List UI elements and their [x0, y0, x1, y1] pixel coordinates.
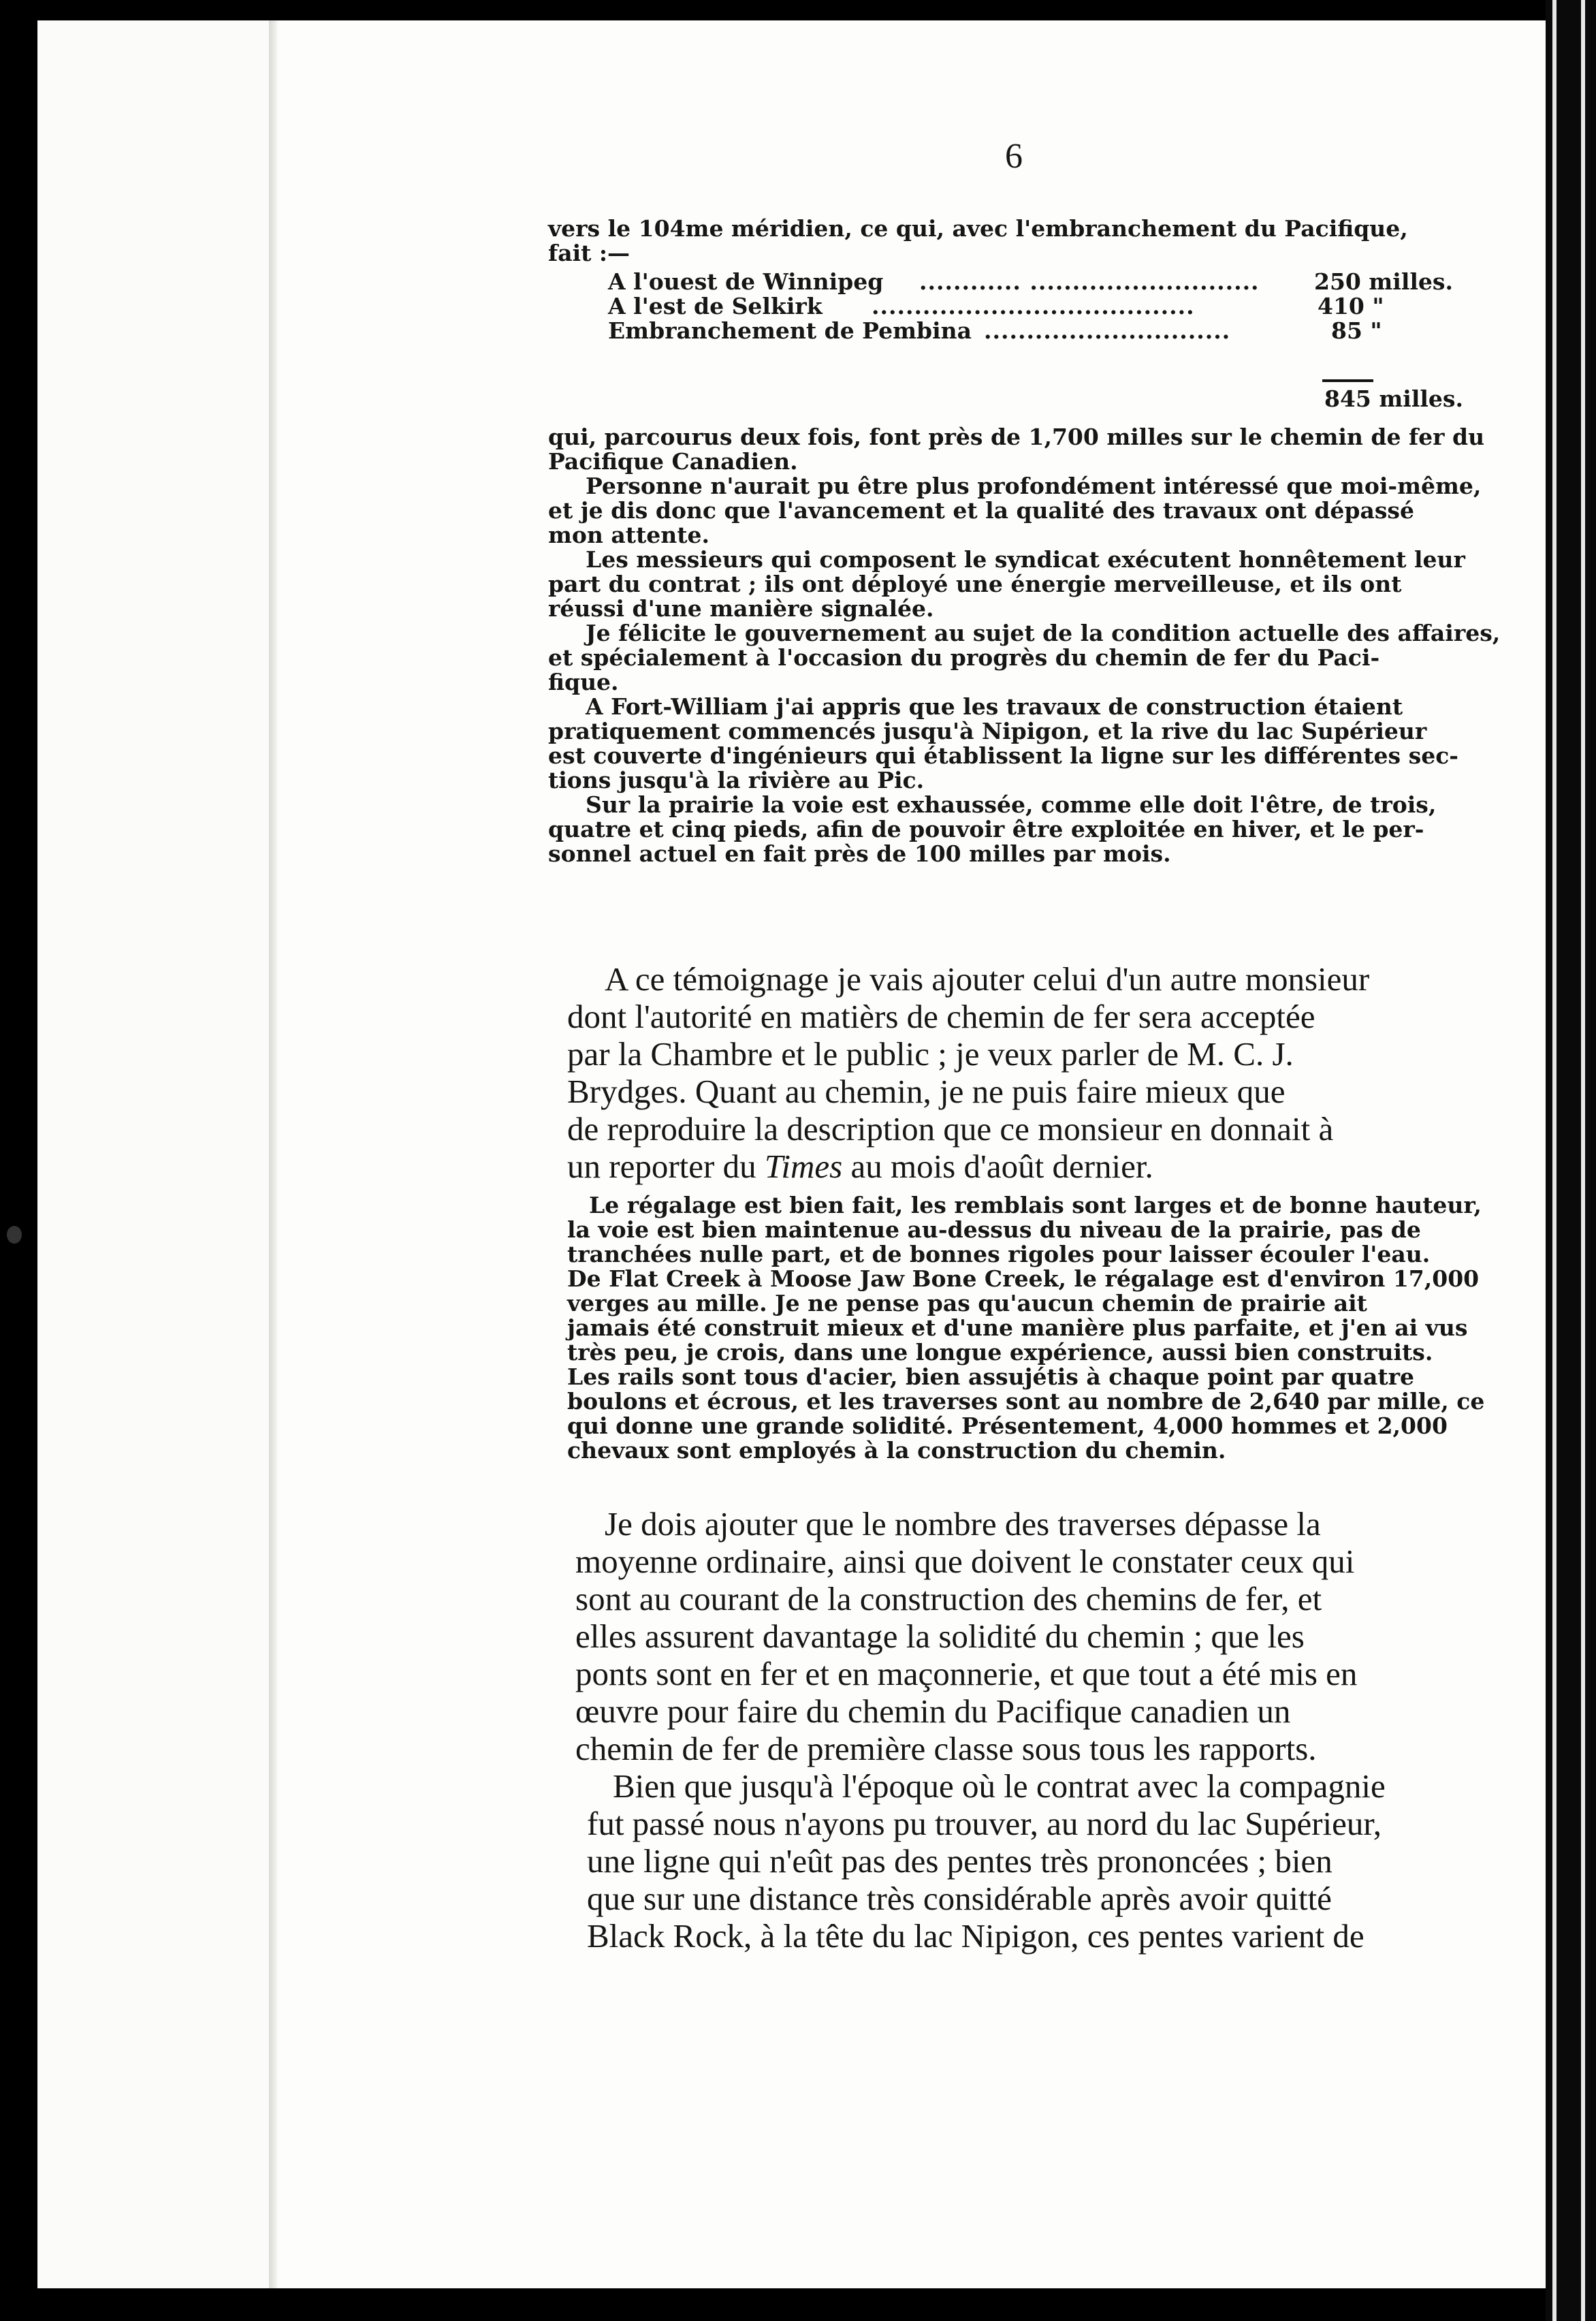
scan-border-right — [1546, 0, 1596, 2321]
intro-line: fait :— — [548, 240, 631, 266]
distance-label: A l'est de Selkirk — [608, 293, 823, 319]
distance-leader-dots: ...................................... — [872, 293, 1195, 319]
text-line: un reporter du Times au mois d'août dernier. — [567, 1148, 1153, 1185]
scan-edge-line — [1552, 0, 1557, 2321]
distance-value: 250 milles. — [1314, 268, 1453, 295]
text-line: part du contrat ; ils ont déployé une énergie merveilleuse, et ils ont — [548, 571, 1402, 597]
text-line: Sur la prairie la voie est exhaussée, comme elle doit l'être, de trois, — [586, 791, 1437, 818]
text-line: est couverte d'ingénieurs qui établissent la ligne sur les différentes sec- — [548, 742, 1458, 769]
text-line: mon attente. — [548, 522, 709, 548]
text-line: réussi d'une manière signalée. — [548, 595, 934, 622]
total-rule — [1322, 379, 1373, 382]
sheet-edge-shadow — [269, 20, 277, 2288]
text-line: Bien que jusqu'à l'époque où le contrat avec la compagnie — [613, 1767, 1386, 1805]
text-line: la voie est bien maintenue au-dessus du niveau de la prairie, pas de — [567, 1216, 1421, 1243]
text-line: Je dois ajouter que le nombre des traverses dépasse la — [605, 1505, 1321, 1543]
distance-value: 410 " — [1318, 293, 1384, 319]
text-line: chevaux sont employés à la construction du chemin. — [567, 1437, 1226, 1464]
text-line: de reproduire la description que ce monsieur en donnait à — [567, 1110, 1334, 1148]
text-line: fique. — [548, 669, 619, 695]
distance-total: 845 milles. — [1324, 385, 1463, 412]
intro-line: vers le 104me méridien, ce qui, avec l'embranchement du Pacifique, — [548, 215, 1408, 242]
text-line: verges au mille. Je ne pense pas qu'aucun chemin de prairie ait — [567, 1290, 1367, 1316]
text-line: Je félicite le gouvernement au sujet de la condition actuelle des affaires, — [586, 620, 1501, 646]
text-line: Pacifique Canadien. — [548, 448, 798, 475]
text-line: que sur une distance très considérable après avoir quitté — [587, 1880, 1332, 1917]
text-line: qui donne une grande solidité. Présentement, 4,000 hommes et 2,000 — [567, 1412, 1448, 1439]
text-line: Le régalage est bien fait, les remblais sont larges et de bonne hauteur, — [589, 1192, 1482, 1218]
text-line: sonnel actuel en fait près de 100 milles par mois. — [548, 840, 1171, 867]
text-line: jamais été construit mieux et d'une manière plus parfaite, et j'en ai vus — [567, 1314, 1468, 1341]
distance-value: 85 " — [1331, 317, 1382, 344]
distance-label: Embranchement de Pembina — [608, 317, 972, 344]
text-line: tions jusqu'à la rivière au Pic. — [548, 767, 925, 793]
text-line: Personne n'aurait pu être plus profondément intéressé que moi-même, — [586, 473, 1482, 499]
binding-hole-mark — [7, 1226, 22, 1244]
text-line: moyenne ordinaire, ainsi que doivent le constater ceux qui — [575, 1543, 1355, 1580]
text-line: dont l'autorité en matièrs de chemin de fer sera acceptée — [567, 998, 1315, 1035]
text-line: tranchées nulle part, et de bonnes rigoles pour laisser écouler l'eau. — [567, 1241, 1431, 1267]
text-line: Black Rock, à la tête du lac Nipigon, ces pentes varient de — [587, 1917, 1364, 1955]
page-number: 6 — [1005, 137, 1023, 176]
text-line: et je dis donc que l'avancement et la qualité des travaux ont dépassé — [548, 497, 1414, 524]
text-line: Brydges. Quant au chemin, je ne puis faire mieux que — [567, 1073, 1286, 1110]
text-line: sont au courant de la construction des chemins de fer, et — [575, 1580, 1322, 1617]
distance-label: A l'ouest de Winnipeg — [608, 268, 884, 295]
text-line: une ligne qui n'eût pas des pentes très prononcées ; bien — [587, 1842, 1332, 1880]
text-line: elles assurent davantage la solidité du chemin ; que les — [575, 1617, 1305, 1655]
text-line: et spécialement à l'occasion du progrès du chemin de fer du Paci- — [548, 644, 1380, 671]
text-line: quatre et cinq pieds, afin de pouvoir être exploitée en hiver, et le per- — [548, 816, 1424, 842]
text-line: boulons et écrous, et les traverses sont au nombre de 2,640 par mille, ce — [567, 1388, 1485, 1415]
text-line: fut passé nous n'ayons pu trouver, au nord du lac Supérieur, — [587, 1805, 1382, 1842]
distance-leader-dots: ............ ........................... — [919, 268, 1260, 295]
text-line: A Fort-William j'ai appris que les travaux de construction étaient — [586, 693, 1403, 720]
text-line: chemin de fer de première classe sous tous les rapports. — [575, 1730, 1317, 1767]
text-line: ponts sont en fer et en maçonnerie, et que tout a été mis en — [575, 1655, 1358, 1692]
text-line: A ce témoignage je vais ajouter celui d'un autre monsieur — [605, 960, 1370, 998]
text-line: qui, parcourus deux fois, font près de 1,700 milles sur le chemin de fer du — [548, 424, 1485, 450]
text-line: De Flat Creek à Moose Jaw Bone Creek, le régalage est d'environ 17,000 — [567, 1265, 1480, 1292]
text-line: Les rails sont tous d'acier, bien assujétis à chaque point par quatre — [567, 1363, 1414, 1390]
text-line: très peu, je crois, dans une longue expérience, aussi bien construits. — [567, 1339, 1433, 1365]
text-line: par la Chambre et le public ; je veux parler de M. C. J. — [567, 1035, 1294, 1073]
distance-leader-dots: ............................. — [984, 317, 1231, 344]
scan-edge-line — [1581, 0, 1585, 2321]
text-line: Les messieurs qui composent le syndicat exécutent honnêtement leur — [586, 546, 1465, 573]
text-line: pratiquement commencés jusqu'à Nipigon, et la rive du lac Supérieur — [548, 718, 1427, 744]
text-line: œuvre pour faire du chemin du Pacifique canadien un — [575, 1692, 1291, 1730]
